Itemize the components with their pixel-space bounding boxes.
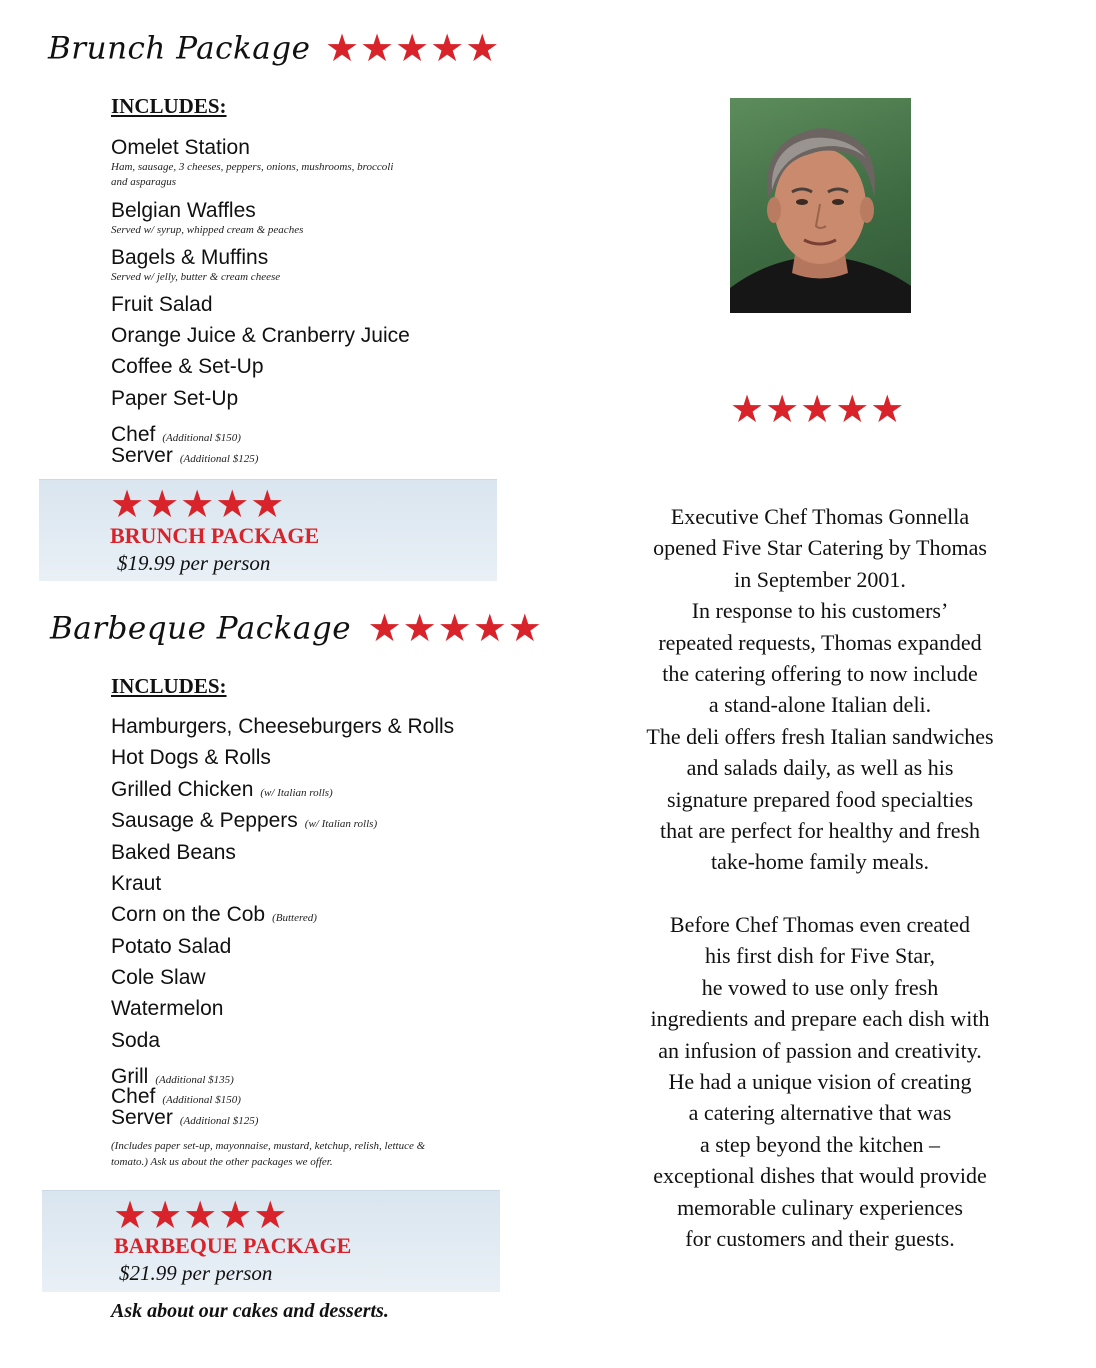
list-item: Paper Set-Up [111,387,239,410]
story-line: that are perfect for healthy and fresh [659,818,981,844]
item-name: Sausage & Peppers [111,809,298,832]
item-name: Belgian Waffles [111,199,256,222]
chef-story [610,501,1030,1254]
list-item [111,903,317,927]
story-line: for customers and their guests. [685,1225,955,1251]
bbq-item-list [111,0,531,1140]
story-line: ingredients and prepare each dish with [650,1006,990,1032]
list-item [111,778,333,802]
list-item: Potato Salad [111,935,232,958]
item-note: (Buttered) [272,912,317,924]
story-line: in September 2001. [734,566,906,592]
list-item: Kraut [111,872,162,895]
list-item: Orange Juice & Cranberry Juice [111,324,410,347]
story-line: a stand-alone Italian deli. [708,692,932,718]
story-line: The deli offers fresh Italian sandwiches [646,723,994,749]
story-line: repeated requests, Thomas expanded [658,629,982,655]
bbq-box-price: $21.99 per person [119,1261,273,1285]
list-item: Watermelon [111,997,224,1020]
item-note: (w/ Italian rolls) [260,787,333,799]
item-note: (Additional $150) [162,432,241,444]
list-item: Baked Beans [111,841,236,864]
list-item [111,1106,258,1130]
item-note: (w/ Italian rolls) [304,818,378,830]
item-name: Bagels & Muffins [111,246,269,269]
brunch-title: Brunch Package [48,30,311,67]
brunch-box-stars: ★★★★★ [110,484,286,526]
story-line: an infusion of passion and creativity. [658,1037,982,1063]
bbq-title: Barbeque Package [50,610,352,647]
bbq-footnote: (Includes paper set-up, mayonnaise, mustard, ketchup, relish, lettuce & tomato.) Ask us about the other packages we offer. [111,1140,426,1168]
brunch-includes-label: INCLUDES: [111,94,227,118]
item-name: Omelet Station [111,136,250,159]
list-item: Cole Slaw [111,966,206,989]
item-note: (Additional $150) [162,1094,241,1106]
brunch-box-title: BRUNCH PACKAGE [110,523,320,548]
story-line: a step beyond the kitchen – [699,1131,941,1157]
bbq-price-box [42,1190,500,1292]
chef-portrait-image [730,98,911,313]
story-line: He had a unique vision of creating [668,1068,972,1094]
list-item: Fruit Salad [111,293,213,316]
item-description: Served w/ jelly, butter & cream cheese [111,271,281,283]
item-name: Chef [111,1085,156,1108]
item-name: Server [111,444,173,467]
item-note: (Additional $125) [179,1115,259,1127]
story-line: signature prepared food specialties [666,786,974,812]
bbq-includes-label: INCLUDES: [111,674,227,698]
chef-photo [730,98,911,313]
list-item: Coffee & Set-Up [111,355,264,378]
item-description: Served w/ syrup, whipped cream & peaches [111,224,304,236]
paragraph-gap [610,878,1030,909]
story-line: opened Five Star Catering by Thomas [653,535,987,561]
list-item: Hot Dogs & Rolls [111,746,271,769]
brunch-title-stars: ★★★★★ [324,28,501,70]
item-name: Grilled Chicken [111,778,254,801]
brunch-box-price: $19.99 per person [117,551,271,575]
story-line: memorable culinary experiences [677,1194,963,1220]
story-line: Before Chef Thomas even created [669,911,971,937]
story-line: take-home family meals. [710,849,930,875]
bbq-title-stars: ★★★★★ [367,608,543,650]
closing-note: Ask about our cakes and desserts. [111,1300,389,1322]
bbq-box-stars: ★★★★★ [113,1195,289,1237]
item-name: Grill [111,1065,149,1088]
story-line: his first dish for Five Star, [704,943,936,969]
story-line: In response to his customers’ [691,598,949,624]
story-line: and salads daily, as well as his [686,755,954,781]
item-name: Server [111,1106,173,1129]
item-note: (Additional $135) [155,1074,234,1086]
item-name: Corn on the Cob [111,903,266,926]
list-item: Hamburgers, Cheeseburgers & Rolls [111,715,455,738]
story-line: exceptional dishes that would provide [653,1163,987,1189]
bbq-box-title: BARBEQUE PACKAGE [114,1233,352,1258]
story-line: the catering offering to now include [662,661,978,687]
right-column-stars: ★★★★★ [730,389,906,431]
list-item: Soda [111,1029,161,1052]
story-line: he vowed to use only fresh [701,974,939,1000]
story-line: a catering alternative that was [688,1100,952,1126]
list-item [111,809,377,833]
item-description: Ham, sausage, 3 cheeses, peppers, onions, mushrooms, broccoli and asparagus [111,161,394,188]
item-note: (Additional $125) [179,453,259,465]
story-line: Executive Chef Thomas Gonnella [670,504,970,529]
item-name: Chef [111,423,156,446]
